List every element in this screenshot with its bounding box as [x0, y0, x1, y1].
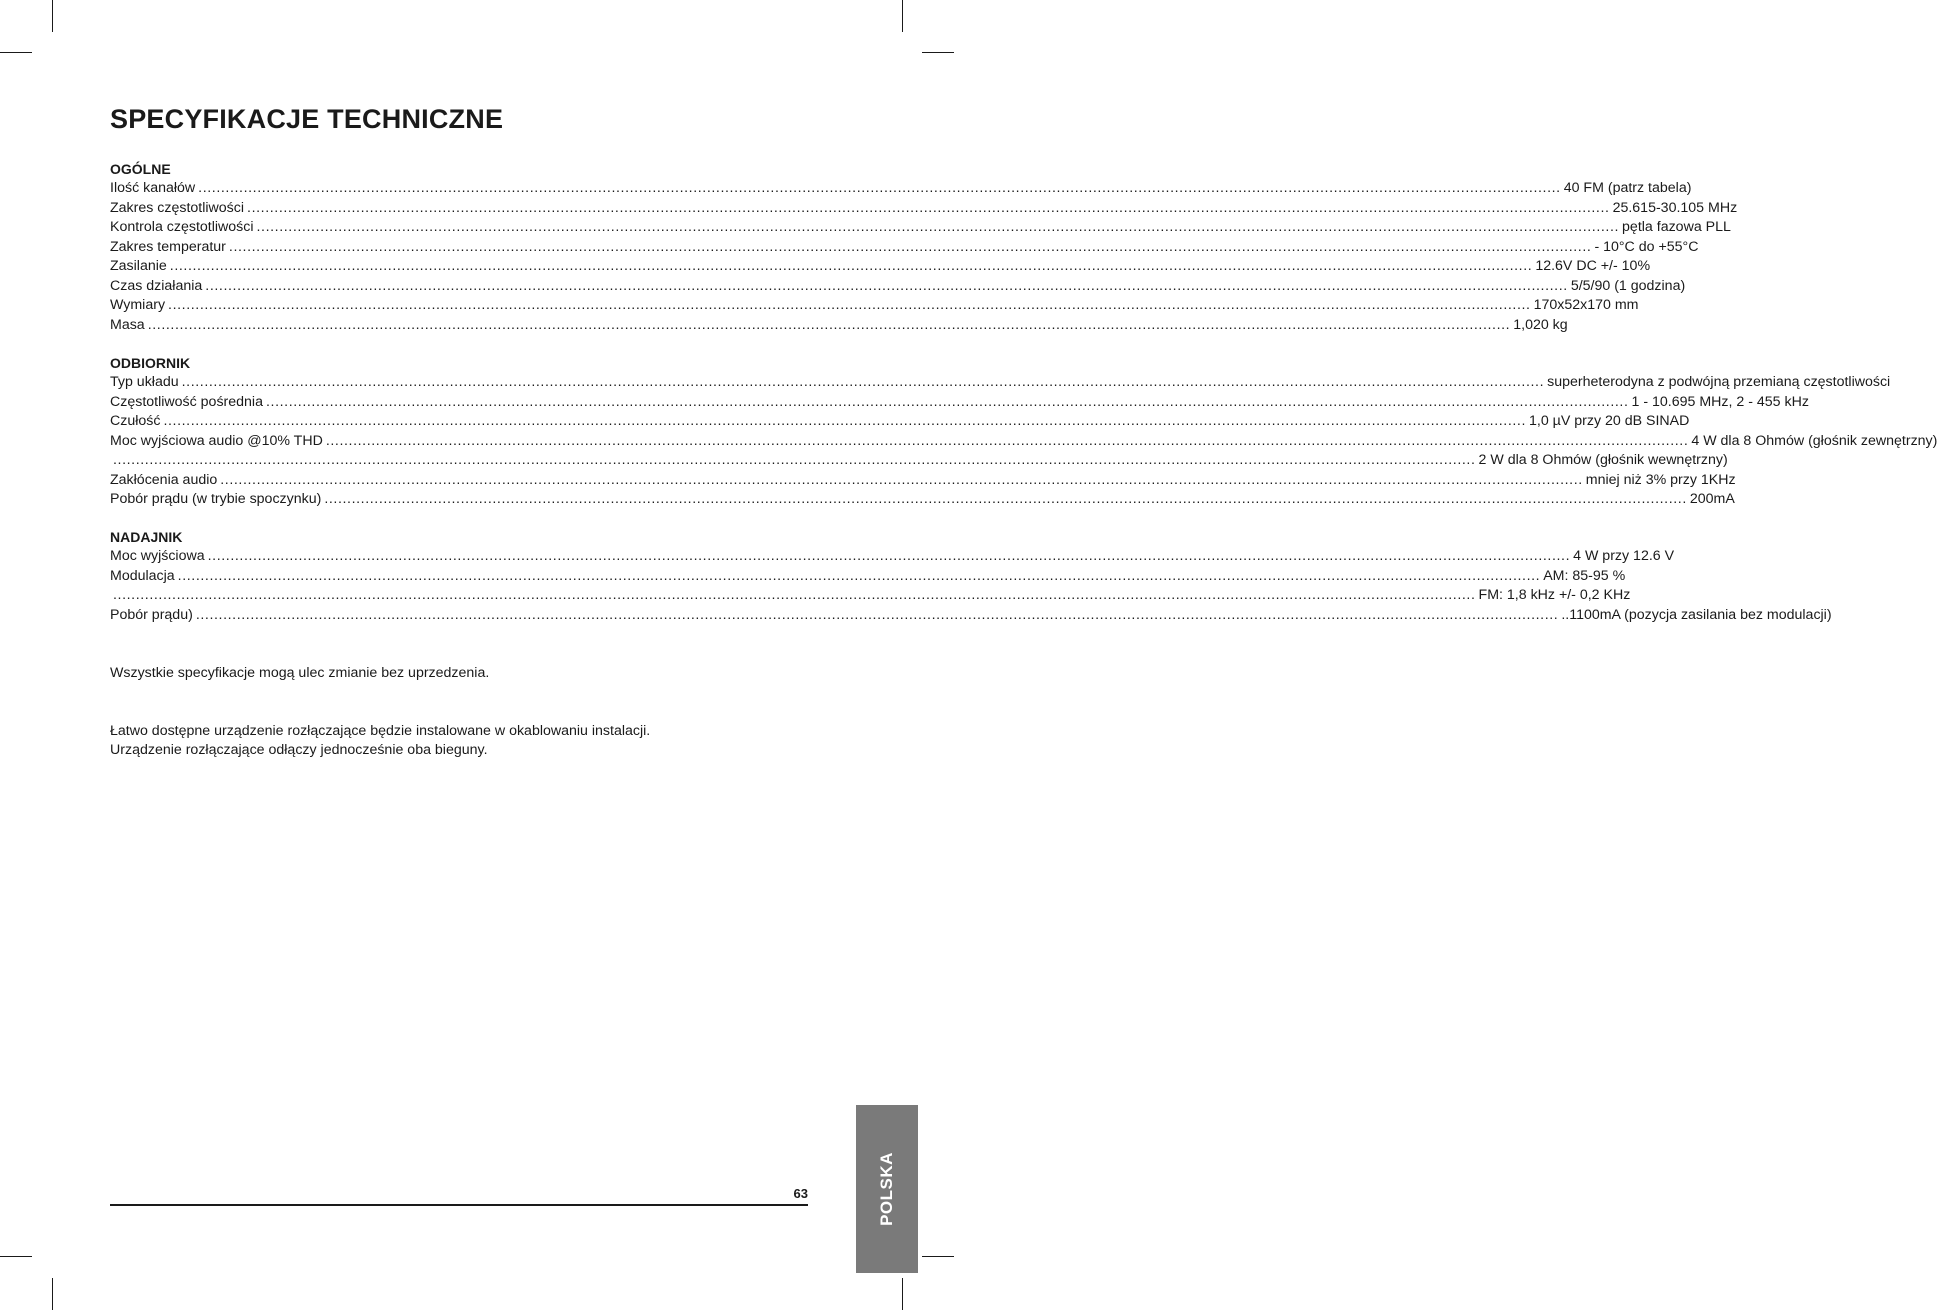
- section-heading: OGÓLNE: [110, 161, 171, 177]
- spec-row: [110, 490, 1735, 510]
- spec-value: ..1100mA (pozycja zasilania bez modulacji): [1561, 606, 1832, 623]
- spec-rows: [110, 179, 1738, 335]
- spec-rows: [110, 373, 1937, 510]
- spec-value: 5/5/90 (1 godzina): [1570, 277, 1686, 294]
- spec-value: 2 W dla 8 Ohmów (głośnik wewnętrzny): [1478, 452, 1728, 468]
- footer-rule: [110, 1204, 808, 1206]
- spec-row: [110, 373, 1891, 393]
- spec-label: Pobór prądu): [110, 606, 193, 623]
- spec-row: [110, 296, 1639, 316]
- spec-value: 200mA: [1689, 491, 1735, 507]
- spec-row: [110, 432, 1937, 452]
- spec-value: FM: 1,8 kHz +/- 0,2 KHz: [1478, 587, 1631, 603]
- spec-row: [110, 412, 1690, 432]
- dot-leader: ............................................................................................................................................................................................................................................................................................................: [324, 491, 1687, 507]
- crop-mark: [0, 1256, 32, 1257]
- disconnect-note-line2: Urządzenie rozłączające odłączy jednocześnie oba bieguny.: [110, 742, 488, 758]
- dot-leader: ............................................................................................................................................................................................................................................................................................................: [147, 316, 1511, 333]
- page-title: SPECYFIKACJE TECHNICZNE: [110, 104, 504, 134]
- crop-mark: [52, 0, 53, 32]
- spec-value: 4 W przy 12.6 V: [1573, 548, 1675, 564]
- dot-leader: ............................................................................................................................................................................................................................................................................................................: [113, 587, 1476, 603]
- spec-value: superheterodyna z podwójną przemianą częstotliwości: [1547, 374, 1891, 390]
- spec-row: [110, 179, 1692, 199]
- language-tab: [856, 1105, 918, 1273]
- spec-label: Czułość: [110, 413, 161, 429]
- dot-leader: ............................................................................................................................................................................................................................................................................................................: [228, 238, 1592, 255]
- spec-label: Zasilanie: [110, 258, 167, 274]
- spec-row: [110, 606, 1832, 626]
- spec-row: [110, 316, 1568, 336]
- dot-leader: ............................................................................................................................................................................................................................................................................................................: [247, 199, 1610, 216]
- dot-leader: ............................................................................................................................................................................................................................................................................................................: [265, 393, 1629, 410]
- spec-rows: [110, 547, 1832, 625]
- spec-value: 1,0 µV przy 20 dB SINAD: [1529, 413, 1690, 429]
- crop-mark: [52, 1278, 53, 1310]
- crop-mark: [902, 0, 903, 32]
- dot-leader: ............................................................................................................................................................................................................................................................................................................: [181, 374, 1545, 390]
- spec-value: 25.615-30.105 MHz: [1612, 199, 1738, 216]
- section-heading: ODBIORNIK: [110, 355, 191, 371]
- spec-label: Masa: [110, 316, 145, 333]
- spec-label: Kontrola częstotliwości: [110, 219, 254, 235]
- spec-row: [110, 393, 1809, 413]
- spec-row: [110, 218, 1731, 238]
- spec-value: 1 - 10.695 MHz, 2 - 455 kHz: [1631, 393, 1809, 410]
- change-notice: Wszystkie specyfikacje mogą ulec zmianie bez uprzedzenia.: [110, 665, 490, 681]
- dot-leader: ............................................................................................................................................................................................................................................................................................................: [220, 471, 1583, 488]
- dot-leader: ............................................................................................................................................................................................................................................................................................................: [163, 413, 1526, 429]
- spec-row: [110, 586, 1631, 606]
- spec-value: - 10°C do +55°C: [1594, 238, 1699, 255]
- spec-label: Moc wyjściowa audio @10% THD: [110, 432, 323, 449]
- crop-mark: [902, 1278, 903, 1310]
- spec-row: [110, 547, 1675, 567]
- spec-label: Zakłócenia audio: [110, 471, 218, 488]
- section-heading: NADAJNIK: [110, 529, 183, 545]
- disconnect-note-line1: Łatwo dostępne urządzenie rozłączające będzie instalowane w okablowaniu instalacji.: [110, 723, 651, 739]
- dot-leader: ............................................................................................................................................................................................................................................................................................................: [169, 258, 1533, 274]
- crop-mark: [922, 52, 954, 53]
- spec-value: 1,020 kg: [1513, 316, 1568, 333]
- spec-row: [110, 257, 1651, 277]
- dot-leader: ............................................................................................................................................................................................................................................................................................................: [205, 277, 1568, 294]
- dot-leader: ............................................................................................................................................................................................................................................................................................................: [113, 452, 1476, 468]
- spec-row: [110, 567, 1626, 587]
- dot-leader: ............................................................................................................................................................................................................................................................................................................: [198, 180, 1561, 196]
- spec-label: Typ układu: [110, 374, 179, 390]
- dot-leader: ............................................................................................................................................................................................................................................................................................................: [325, 432, 1689, 449]
- spec-row: [110, 238, 1699, 258]
- spec-row: [110, 199, 1738, 219]
- spec-value: pętla fazowa PLL: [1622, 219, 1731, 235]
- crop-mark: [922, 1256, 954, 1257]
- dot-leader: ............................................................................................................................................................................................................................................................................................................: [177, 567, 1541, 584]
- crop-mark: [0, 52, 32, 53]
- spec-row: [110, 471, 1736, 491]
- spec-value: 4 W dla 8 Ohmów (głośnik zewnętrzny): [1691, 432, 1937, 449]
- spec-label: Modulacja: [110, 567, 175, 584]
- spec-label: Częstotliwość pośrednia: [110, 393, 263, 410]
- spec-row: [110, 277, 1686, 297]
- spec-value: 40 FM (patrz tabela): [1563, 180, 1692, 196]
- spec-value: AM: 85-95 %: [1543, 567, 1626, 584]
- spec-value: 170x52x170 mm: [1533, 297, 1639, 313]
- spec-label: Pobór prądu (w trybie spoczynku): [110, 491, 322, 507]
- spec-label: Czas działania: [110, 277, 203, 294]
- spec-section-receiver: [110, 354, 1937, 510]
- page-number: 63: [793, 1186, 808, 1201]
- spec-label: Wymiary: [110, 297, 166, 313]
- spec-label: Zakres temperatur: [110, 238, 226, 255]
- spec-section-transmitter: [110, 528, 1832, 625]
- spec-label: Moc wyjściowa: [110, 548, 205, 564]
- language-tab-label: POLSKA: [877, 1152, 896, 1226]
- spec-label: Ilość kanałów: [110, 180, 196, 196]
- spec-row: [110, 451, 1728, 471]
- spec-value: mniej niż 3% przy 1KHz: [1585, 471, 1736, 488]
- dot-leader: ............................................................................................................................................................................................................................................................................................................: [207, 548, 1571, 564]
- spec-label: Zakres częstotliwości: [110, 199, 245, 216]
- spec-section-general: [110, 160, 1738, 335]
- spec-value: 12.6V DC +/- 10%: [1535, 258, 1651, 274]
- dot-leader: ............................................................................................................................................................................................................................................................................................................: [256, 219, 1620, 235]
- dot-leader: ............................................................................................................................................................................................................................................................................................................: [195, 606, 1559, 623]
- dot-leader: ............................................................................................................................................................................................................................................................................................................: [168, 297, 1531, 313]
